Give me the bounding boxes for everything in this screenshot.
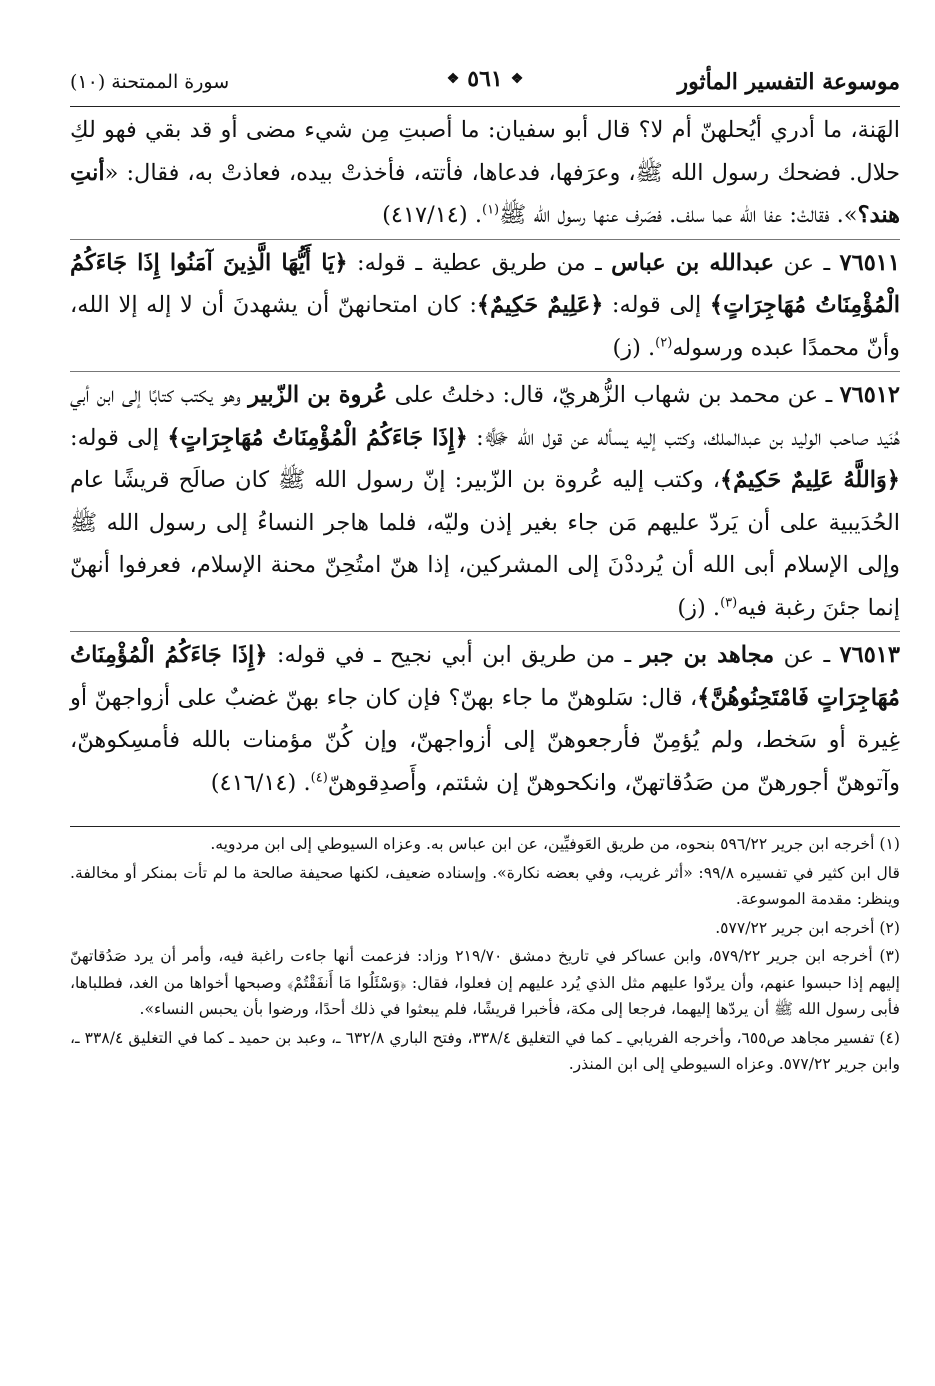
footnote-3: (٣) أخرجه ابن جرير ٥٧٩/٢٢، وابن عساكر في تاريخ دمشق ٢١٩/٧٠ وزاد: فزعمت أنها جاءت راغبة فيه، وأمر أن يرد صَدُقاتهنّ إليهم إذا حبسوا عنهم، وأن يردّوا عليهم مثل الذي يُرد عليهم إن فعلوا، فقال: ﴿وَسْئَلُوا مَا أَنفَقْتُمْ﴾ وصبحها أخواها من الغد، فطلباها، فأبى رسول الله ﷺ أن يردّها إليهما، فرجعا إلى مكة، فأخبرا قريشًا، فلم يبعثوا في ذلك أحدًا، ورضوا بأن يحبس النساء». <box>70 947 900 1018</box>
text-run: ». فقالتْ: عفا الله عما سلف. فصَرف عنها رسول الله ﷺ <box>499 202 858 228</box>
entry-continuation <box>70 109 900 237</box>
narrator-name: عُروة بن الزّبير <box>248 382 388 408</box>
entry-number: ٧٦٥١٣ <box>839 642 900 668</box>
text-run: . <box>705 594 721 621</box>
text-run: إلى قوله: <box>70 424 168 451</box>
text-run: ـ عن <box>774 249 840 276</box>
text-run: وهو يكتب كتابًا إلى ابن أبي هُنَيد صاحب الوليد بن عبدالملك، وكتب إليه يسأله عن قول الله ﷻ: <box>70 382 901 451</box>
reference-code: (ز) <box>612 334 641 361</box>
hadith-entry-76511 <box>70 239 900 370</box>
ornament-icon: ❖ <box>510 71 524 87</box>
book-title: موسوعة التفسير المأثور <box>677 69 900 95</box>
page-header <box>70 60 900 104</box>
hadith-entry-76513 <box>70 631 900 804</box>
text-run: : كان امتحانهنّ أن يشهدنَ أن لا إله إلا الله، وأنّ محمدًا عبده ورسوله <box>70 292 900 361</box>
quran-verse: ﴿وَاللَّهُ عَلِيمٌ حَكِيمٌ﴾ <box>719 467 900 493</box>
text-run: ـ من طريق ابن أبي نجيح ـ في قوله: <box>267 642 641 668</box>
reference-code: (٤١٧/١٤) <box>382 202 468 228</box>
text-run: ، وكتب إليه عُروة بن الزّبير: إنّ رسول الله ﷺ كان صالَح قريشًا عام الحُدَيبية على أن يَردّ عليهم مَن جاء بغير إذن وليّه، فلما هاجر النساءُ إلى رسول الله ﷺ وإلى الإسلام أبى الله أن يُرددْنَ إلى المشركين، إذا هنّ امتُحِنّ محنة الإسلام، فعرفوا أنهنّ إنما جئنَ رغبة فيه <box>70 467 900 621</box>
footnotes <box>70 831 900 1078</box>
footnote-separator <box>70 826 900 827</box>
text-run: ـ عن <box>774 642 840 668</box>
page-number-block <box>439 66 532 92</box>
hadith-entry-76512 <box>70 371 900 629</box>
footnote-marker: (٢) <box>655 335 673 350</box>
quran-verse: ﴿إِذَا جَاءَكُمُ الْمُؤْمِنَاتُ مُهَاجِرَاتٍ﴾ <box>167 424 468 451</box>
footnote-1-comment: قال ابن كثير في تفسيره ٩٩/٨: «أثر غريب، وفي بعضه نكارة». وإسناده ضعيف، لكنها صحيفة صالحة ما لم تأت بمنكر أو مخالفة. وينظر: مقدمة الموسوعة. <box>70 863 901 908</box>
text-run: الهَنة، ما أدري أيُحلهنّ أم لا؟ قال أبو سفيان: ما أصبتِ مِن شيء مضى أو قد بقي فهو لكِ حلال. فضحك رسول الله ﷺ، وعرَفها، فدعاها، فأتته، فأخذتْ بيده، فعاذتْ به، فقال: « <box>70 117 900 186</box>
footnote-4: (٤) تفسير مجاهد ص٦٥٥، وأخرجه الفريابي ـ كما في التغليق ٣٣٨/٤، وفتح الباري ٦٣٢/٨ ـ، وعبد بن حميد ـ كما في التغليق ٣٣٨/٤ ـ، وابن جرير ٥٧٧/٢٢. وعزاه السيوطي إلى ابن المنذر. <box>70 1028 900 1073</box>
reference-code: (ز) <box>677 594 706 621</box>
entry-number: ٧٦٥١٢ <box>839 382 900 408</box>
text-run: ، قال: سَلوهنّ ما جاء بهنّ؟ فإن كان جاء بهنّ غضبٌ على أزواجهنّ أو غِيرة أو سَخط، ولم يُؤمِنّ فأرجعوهنّ إلى أزواجهنّ، وإن كُنّ مؤمنات بالله فأمسِكوهنّ، وآتوهنّ أجورهنّ من صَدُقاتهنّ، وانكحوهنّ إن شئتم، وأَصدِقوهنّ <box>70 684 900 796</box>
surah-title: سورة الممتحنة (١٠) <box>70 71 230 93</box>
quran-verse: ﴿يَا أَيُّهَا الَّذِينَ آمَنُوا إِذَا جَاءَكُمُ الْمُؤْمِنَاتُ مُهَاجِرَاتٍ﴾ <box>70 249 901 318</box>
footnote-2: (٢) أخرجه ابن جرير ٥٧٧/٢٢. <box>715 918 900 937</box>
reference-code: (٤١٦/١٤) <box>210 769 297 796</box>
text-run: إلى قوله: <box>603 292 710 318</box>
narrator-name: عبدالله بن عباس <box>611 249 775 276</box>
footnote-marker: (٣) <box>720 595 738 610</box>
entry-number: ٧٦٥١١ <box>839 249 900 276</box>
main-text <box>70 109 900 804</box>
text-run: . <box>640 334 656 361</box>
header-rule <box>70 106 900 107</box>
narrator-name: أنتِ هند؟ <box>70 159 900 228</box>
footnote-1: (١) أخرجه ابن جرير ٥٩٦/٢٢ بنحوه، من طريق العَوفيِّين، عن ابن عباس به. وعزاه السيوطي إلى ابن مردويه. <box>210 835 900 853</box>
quran-verse: ﴿عَلِيمٌ حَكِيمٌ﴾ <box>476 292 604 318</box>
page-number: ٥٦١ <box>467 66 503 92</box>
text-run: ـ عن محمد بن شهاب الزُّهريّ، قال: دخلتُ على <box>387 382 840 408</box>
ornament-icon: ❖ <box>446 71 460 87</box>
quran-verse: ﴿إِذَا جَاءَكُمُ الْمُؤْمِنَاتُ مُهَاجِرَاتٍ فَامْتَحِنُوهُنَّ﴾ <box>70 642 900 711</box>
footnote-marker: (١) <box>481 202 500 218</box>
text-run: . <box>296 769 311 796</box>
text-run: . <box>467 202 482 228</box>
footnote-marker: (٤) <box>310 770 328 785</box>
page <box>70 60 900 1080</box>
text-run: ـ من طريق عطية ـ قوله: <box>347 249 612 276</box>
narrator-name: مجاهد بن جبر <box>640 642 775 668</box>
